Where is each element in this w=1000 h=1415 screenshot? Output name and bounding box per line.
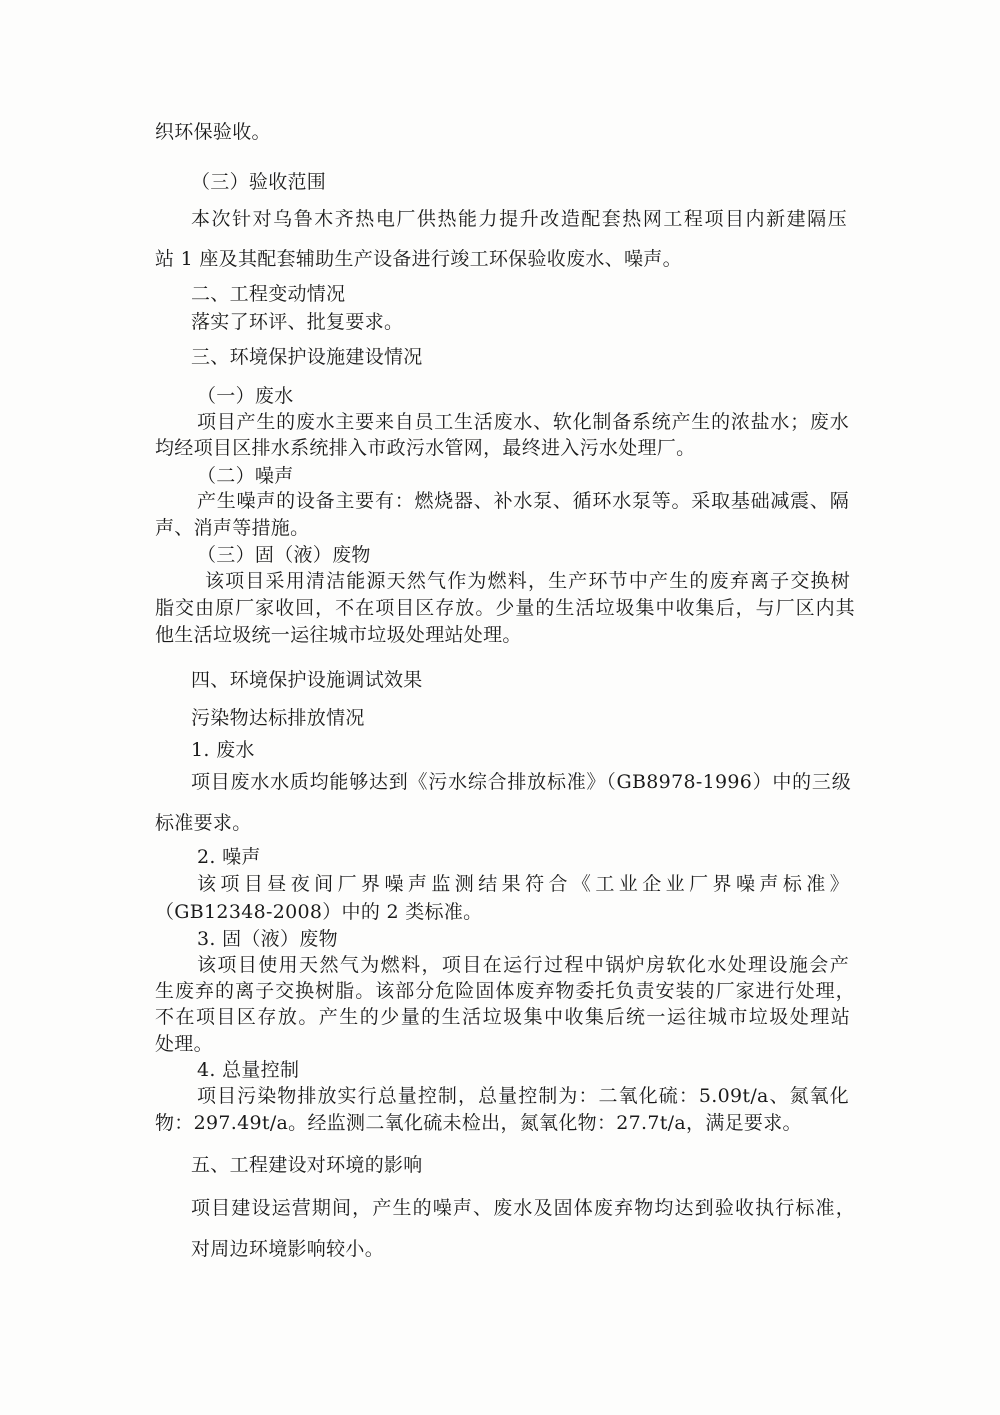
text-line: 物：297.49t/a。经监测二氧化硫未检出，氮氧化物：27.7t/a，满足要求。 (155, 1112, 802, 1134)
text-line: 均经项目区排水系统排入市政污水管网，最终进入污水处理厂。 (155, 437, 696, 459)
section-heading: （一）废水 (197, 385, 294, 407)
section-heading: （二）噪声 (197, 465, 294, 487)
text-line: 项目建设运营期间，产生的噪声、废水及固体废弃物均达到验收执行标准， (191, 1197, 855, 1219)
text-line: 该项目采用清洁能源天然气作为燃料，生产环节中产生的废弃离子交换树 (205, 570, 850, 592)
text-line: 站 1 座及其配套辅助生产设备进行竣工环保验收废水、噪声。 (155, 248, 682, 270)
section-heading: 1. 废水 (191, 739, 255, 761)
text-line: 不在项目区存放。产生的少量的生活垃圾集中收集后统一运往城市垃圾处理站 (155, 1006, 850, 1028)
text-line: 该项目使用天然气为燃料，项目在运行过程中锅炉房软化水处理设施会产 (197, 954, 849, 976)
text-line: 该项目昼夜间厂界噪声监测结果符合《工业企业厂界噪声标准》 (197, 873, 849, 895)
section-heading: 五、工程建设对环境的影响 (191, 1154, 423, 1176)
section-heading: 3. 固（液）废物 (197, 928, 338, 950)
section-heading: （三）验收范围 (191, 171, 327, 193)
text-line: （GB12348-2008）中的 2 类标准。 (155, 901, 483, 923)
text-line: 落实了环评、批复要求。 (191, 311, 404, 333)
section-heading: 污染物达标排放情况 (191, 707, 365, 729)
text-line: 声、消声等措施。 (155, 517, 310, 539)
section-heading: 4. 总量控制 (197, 1059, 300, 1081)
section-heading: 三、环境保护设施建设情况 (191, 346, 423, 368)
section-heading: 二、工程变动情况 (191, 283, 346, 305)
section-heading: （三）固（液）废物 (197, 544, 371, 566)
text-line: 处理。 (155, 1033, 213, 1055)
section-heading: 四、环境保护设施调试效果 (191, 669, 423, 691)
text-line: 项目废水水质均能够达到《污水综合排放标准》（GB8978-1996）中的三级 (191, 771, 851, 793)
text-line: 对周边环境影响较小。 (191, 1238, 385, 1260)
text-line: 项目污染物排放实行总量控制，总量控制为：二氧化硫：5.09t/a、氮氧化 (197, 1085, 849, 1107)
section-heading: 2. 噪声 (197, 846, 261, 868)
text-line: 产生噪声的设备主要有：燃烧器、补水泵、循环水泵等。采取基础减震、隔 (197, 490, 849, 512)
text-line: 本次针对乌鲁木齐热电厂供热能力提升改造配套热网工程项目内新建隔压 (191, 208, 847, 230)
text-line: 织环保验收。 (155, 121, 271, 143)
text-line: 标准要求。 (155, 812, 252, 834)
text-line: 项目产生的废水主要来自员工生活废水、软化制备系统产生的浓盐水；废水 (197, 411, 849, 433)
text-line: 他生活垃圾统一运往城市垃圾处理站处理。 (155, 624, 522, 646)
text-line: 生废弃的离子交换树脂。该部分危险固体废弃物委托负责安装的厂家进行处理， (155, 980, 855, 1002)
text-line: 脂交由原厂家收回，不在项目区存放。少量的生活垃圾集中收集后，与厂区内其 (155, 597, 855, 619)
